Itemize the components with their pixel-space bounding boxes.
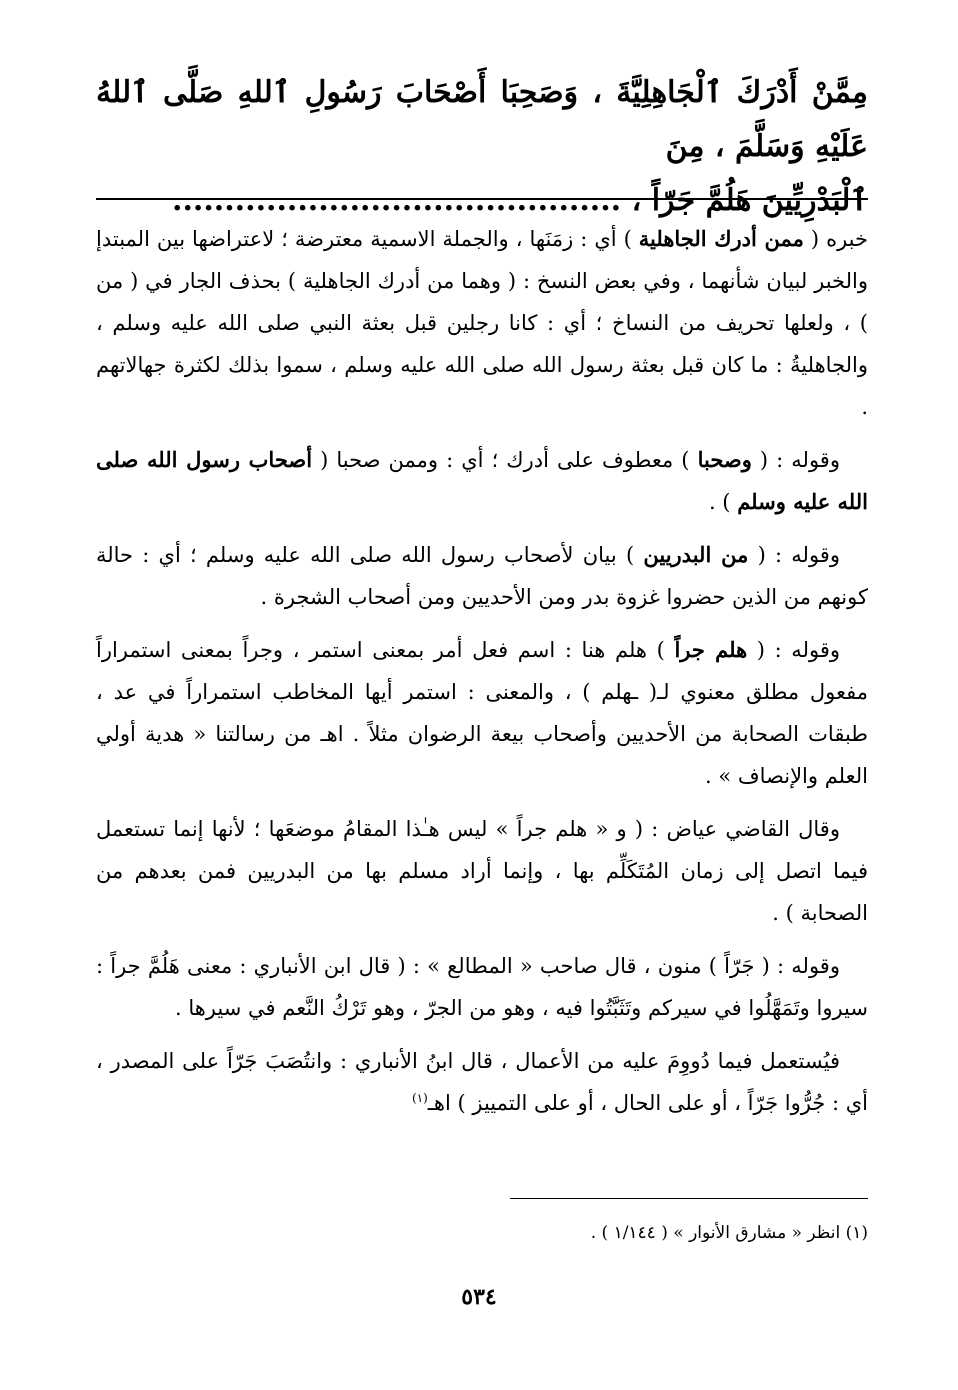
p4-text-a: وقوله : ( xyxy=(756,638,840,662)
footnote-separator-rule xyxy=(510,1198,868,1199)
p1-text-a: خبره ( xyxy=(810,227,868,251)
p2-quoted-phrase-2: أصحاب رسول الله صلى الله عليه وسلم xyxy=(96,447,868,514)
commentary-paragraph-2 xyxy=(96,439,868,523)
commentary-paragraph-7 xyxy=(96,1040,868,1124)
matn-separator-rule xyxy=(96,198,868,200)
p1-quoted-phrase: ممن أدرك الجاهلية xyxy=(638,226,804,251)
page-number: ٥٣٤ xyxy=(461,1284,497,1310)
p3-text-c: ) بيان لأصحاب رسول الله صلى الله عليه وسلم ؛ أي : حالة كونهم من الذين حضروا غزوة بدر ومن الأحديين ومن أصحاب الشجرة . xyxy=(96,543,868,609)
footnote-1: (١) انظر « مشارق الأنوار » ( ١/١٤٤ ) . xyxy=(590,1223,868,1243)
matn-hadith-text xyxy=(96,66,868,228)
matn-line-2-text: ٱلْبَدْرِيِّينَ هَلُمَّ جَرّاً ، xyxy=(631,183,868,218)
matn-ellipsis-dots: ........................................... xyxy=(172,183,622,218)
commentary-paragraph-3 xyxy=(96,534,868,618)
p4-text-c: ) هلم هنا : اسم فعل أمر بمعنى استمر ، وجراً بمعنى استمراراً مفعول مطلق معنوي لـ( ـهلم ) ، والمعنى : استمر أيها المخاطب استمراراً في عد ، طبقات الصحابة من الأحديين وأصحاب بيعة الرضوان مثلاً . اهـ من رسالتنا « هدية أولي العلم والإنصاف » . xyxy=(96,638,868,788)
p2-text-c: ) معطوف على أدرك ؛ أي : وممن صحبا ( xyxy=(320,448,690,472)
commentary-paragraph-5: وقال القاضي عياض : ( و « هلم جراً » ليس هـٰذا المقامُ موضعَها ؛ لأنها إنما تستعمل فيما اتصل إلى زمان المُتَكَلِّم بها ، وإنما أراد مسلم بها من البدريين فمن بعدهم من الصحابة ) . xyxy=(96,817,868,925)
commentary-paragraph-4 xyxy=(96,629,868,797)
p7-text: فيُستعمل فيما دُووِمَ عليه من الأعمال ، قال ابنُ الأنباري : وانتُصَبَ جَرّاً على المصدر ، أي : جُرُّوا جَرّاً ، أو على الحال ، أو على التمييز ) اهـ xyxy=(96,1049,868,1115)
matn-line-1: مِمَّنْ أَدْرَكَ ٱلْجَاهِلِيَّةَ ، وَصَحِبَا أَصْحَابَ رَسُولِ ٱللهِ صَلَّى ٱللهُ عَلَيْهِ وَسَلَّمَ ، مِنَ xyxy=(96,75,868,164)
p2-text-a: وقوله : ( xyxy=(759,448,840,472)
p2-text-e: ) . xyxy=(708,490,731,514)
p3-quoted-phrase: من البدريين xyxy=(643,542,749,567)
commentary-paragraph-6: وقوله : ( جَرّاً ) منون ، قال صاحب « المطالع » : ( قال ابن الأنباري : معنى هَلُمَّ جراً : سيروا وتَمَهَّلُوا في سيركم وتَثَبَّتُوا فيه ، وهو من الجرّ ، وهو تَرْكُ النَّعم في سيرها . xyxy=(96,954,868,1020)
p3-text-a: وقوله : ( xyxy=(757,543,840,567)
p2-quoted-phrase: وصحبا xyxy=(697,447,752,472)
footnote-reference-1: (١) xyxy=(411,1091,428,1105)
p4-quoted-phrase: هلم جراً xyxy=(674,637,748,662)
commentary-body xyxy=(96,218,868,1135)
p1-text-c: ) أي : زمَنَها ، والجملة الاسمية معترضة ؛ لاعتراضها بين المبتدإ والخبر لبيان شأنهما ، وفي بعض النسخ : ( وهما من أدرك الجاهلية ) بحذف الجار في ( من ) ، ولعلها تحريف من النساخ ؛ أي : كانا رجلين قبل بعثة النبي صلى الله عليه وسلم ، والجاهليةُ : ما كان قبل بعثة رسول الله صلى الله عليه وسلم ، سموا بذلك لكثرة جهالاتهم . xyxy=(96,227,868,419)
commentary-paragraph-1 xyxy=(96,218,868,428)
